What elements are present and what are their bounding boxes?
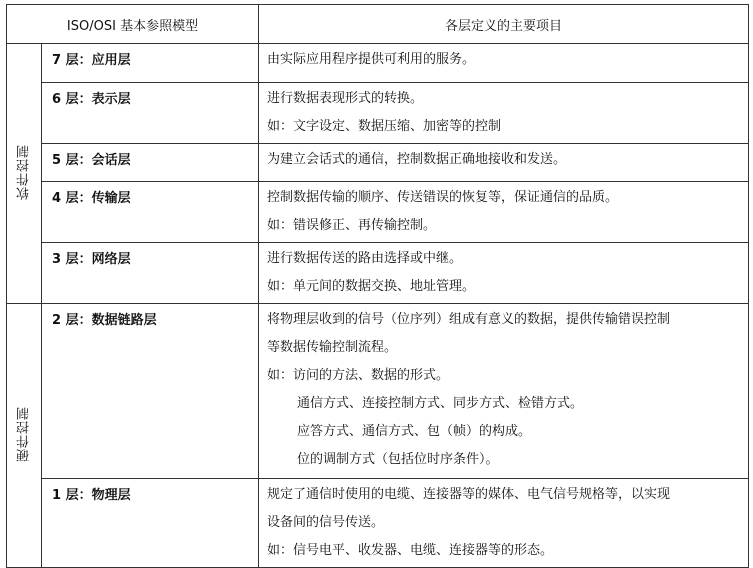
software-group-cell <box>7 44 42 304</box>
description-line: 如：单元间的数据交换、地址管理。 <box>267 279 476 294</box>
description-line: 如：访问的方法、数据的形式。 <box>267 368 450 383</box>
layer-name: 5 层：会话层 <box>42 144 259 182</box>
table-row <box>7 144 749 182</box>
layer-name: 4 层：传输层 <box>42 182 259 243</box>
description-line: 如：文字设定、数据压缩、加密等的控制 <box>267 119 502 134</box>
hardware-group-label: 硬件控制 <box>16 405 32 462</box>
description-line: 为建立会话式的通信，控制数据正确地接收和发送。 <box>267 152 567 167</box>
layer-description <box>259 304 749 479</box>
table-row <box>7 304 749 479</box>
description-line: 由实际应用程序提供可利用的服务。 <box>267 52 476 67</box>
layer-name: 2 层：数据链路层 <box>42 304 259 479</box>
layer-description <box>259 83 749 144</box>
description-line: 应答方式、通信方式、包（帧）的构成。 <box>297 424 532 439</box>
table-row <box>7 243 749 304</box>
layer-description <box>259 44 749 83</box>
layer-name: 6 层：表示层 <box>42 83 259 144</box>
hardware-group-cell <box>7 304 42 568</box>
layer-description <box>259 144 749 182</box>
layer-name: 1 层：物理层 <box>42 479 259 568</box>
description-line: 进行数据表现形式的转换。 <box>267 91 424 106</box>
layer-name: 7 层：应用层 <box>42 44 259 83</box>
table-header-row <box>7 5 749 44</box>
layer-description <box>259 479 749 568</box>
table-row <box>7 479 749 568</box>
description-line: 等数据传输控制流程。 <box>267 340 398 355</box>
osi-model-table <box>6 4 749 568</box>
table-row <box>7 83 749 144</box>
layer-name: 3 层：网络层 <box>42 243 259 304</box>
description-line: 通信方式、连接控制方式、同步方式、检错方式。 <box>297 396 584 411</box>
description-line: 规定了通信时使用的电缆、连接器等的媒体、电气信号规格等，以实现 <box>267 487 671 502</box>
description-line: 将物理层收到的信号（位序列）组成有意义的数据，提供传输错误控制 <box>267 312 671 327</box>
description-line: 设备间的信号传送。 <box>267 515 385 530</box>
definition-header: 各层定义的主要项目 <box>259 5 749 44</box>
layer-description <box>259 182 749 243</box>
table-row <box>7 44 749 83</box>
description-line: 进行数据传送的路由选择或中继。 <box>267 251 463 266</box>
description-line: 如：错误修正、再传输控制。 <box>267 218 437 233</box>
model-header: ISO/OSI 基本参照模型 <box>7 5 259 44</box>
description-line: 如：信号电平、收发器、电缆、连接器等的形态。 <box>267 543 554 558</box>
software-group-label: 软件控制 <box>16 143 32 200</box>
description-line: 控制数据传输的顺序、传送错误的恢复等，保证通信的品质。 <box>267 190 619 205</box>
layer-description <box>259 243 749 304</box>
table-row <box>7 182 749 243</box>
description-line: 位的调制方式（包括位时序条件）。 <box>297 452 499 467</box>
